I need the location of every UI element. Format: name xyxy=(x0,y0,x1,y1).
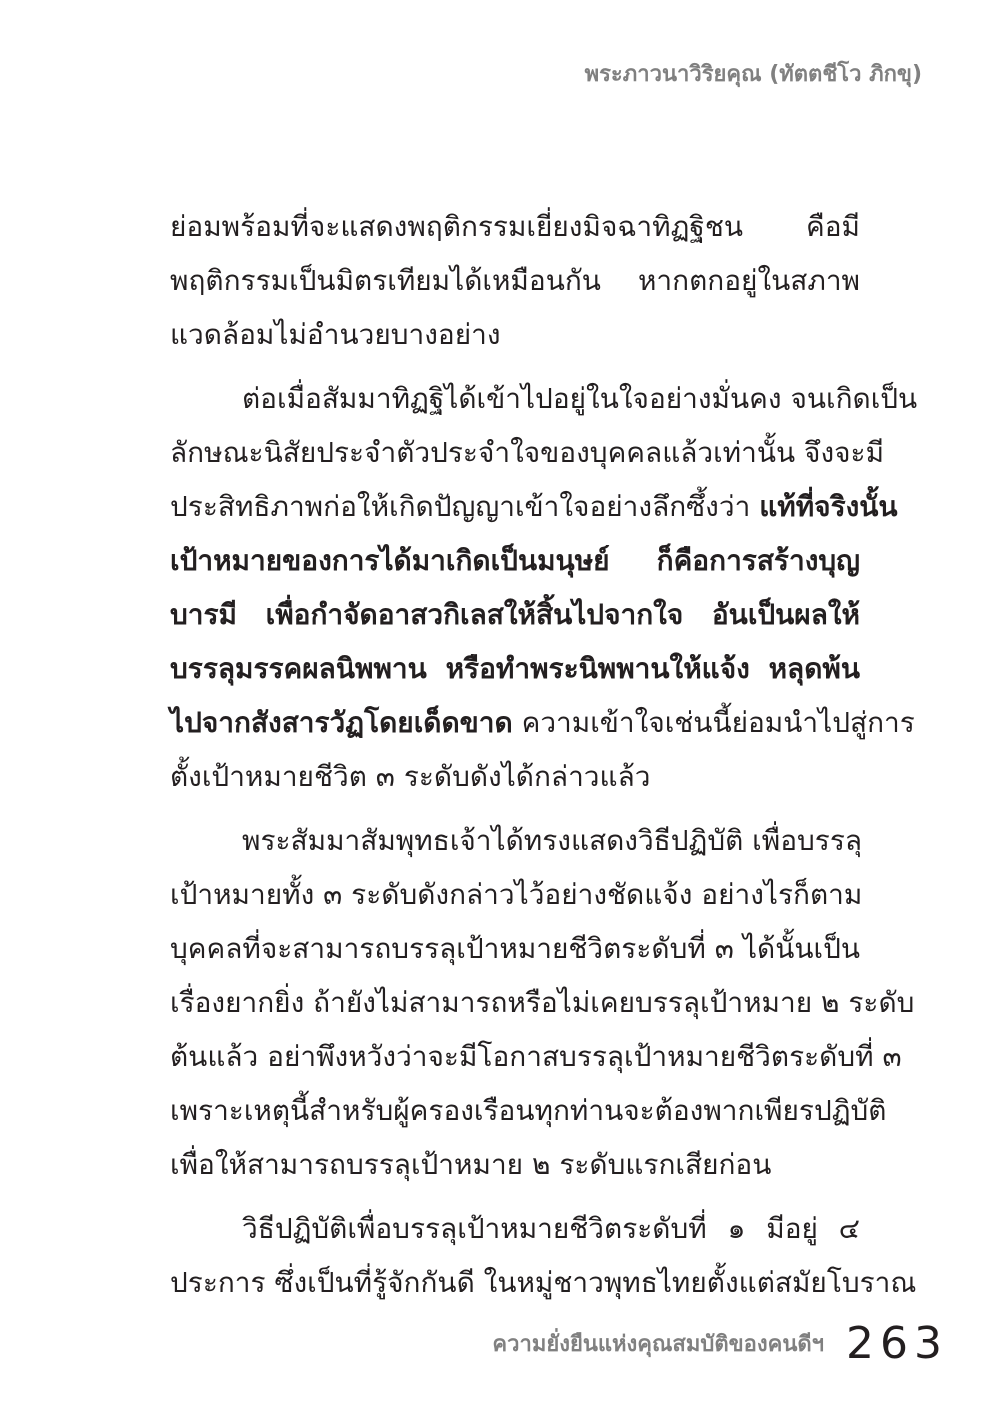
text-line: เพราะเหตุนี้สำหรับผู้ครองเรือนทุกท่านจะต้องพากเพียรปฏิบัติ xyxy=(170,1094,887,1127)
text-line: ตั้งเป้าหมายชีวิต ๓ ระดับดังได้กล่าวแล้ว xyxy=(170,760,651,793)
plain-text: ความเข้าใจเช่นนี้ย่อมนำไปสู่การ xyxy=(512,706,915,739)
text-line: พระสัมมาสัมพุทธเจ้าได้ทรงแสดงวิธีปฏิบัติ เพื่อบรรลุ xyxy=(242,824,863,857)
text-line: เป้าหมายทั้ง ๓ ระดับดังกล่าวไว้อย่างชัดแจ้ง อย่างไรก็ตาม xyxy=(170,878,863,911)
bold-text: ไปจากสังสารวัฏโดยเด็ดขาด xyxy=(170,706,513,739)
paragraph-2 xyxy=(170,372,918,804)
text-line: วิธีปฏิบัติเพื่อบรรลุเป้าหมายชีวิตระดับที่ ๑ มีอยู่ ๔ xyxy=(242,1212,860,1245)
paragraph-1 xyxy=(170,200,860,362)
text-line: เพื่อให้สามารถบรรลุเป้าหมาย ๒ ระดับแรกเสียก่อน xyxy=(170,1148,772,1181)
text-line: ต้นแล้ว อย่าพึงหวังว่าจะมีโอกาสบรรลุเป้าหมายชีวิตระดับที่ ๓ xyxy=(170,1040,902,1073)
text-line xyxy=(170,696,915,750)
page-footer xyxy=(492,1318,948,1369)
page-number: 263 xyxy=(846,1318,948,1369)
text-line: ย่อมพร้อมที่จะแสดงพฤติกรรมเยี่ยงมิจฉาทิฏฐิชน คือมี xyxy=(170,210,860,243)
text-line: พฤติกรรมเป็นมิตรเทียมได้เหมือนกัน หากตกอยู่ในสภาพ xyxy=(170,264,860,297)
text-line: เรื่องยากยิ่ง ถ้ายังไม่สามารถหรือไม่เคยบรรลุเป้าหมาย ๒ ระดับ xyxy=(170,986,915,1019)
text-line xyxy=(170,480,898,534)
paragraph-3 xyxy=(170,814,915,1192)
text-line xyxy=(170,534,860,588)
body-text xyxy=(170,200,918,1310)
text-line: แวดล้อมไม่อำนวยบางอย่าง xyxy=(170,318,501,351)
text-line: ลักษณะนิสัยประจำตัวประจำใจของบุคคลแล้วเท่านั้น จึงจะมี xyxy=(170,436,885,469)
text-line: ประการ ซึ่งเป็นที่รู้จักกันดี ในหมู่ชาวพุทธไทยตั้งแต่สมัยโบราณ xyxy=(170,1266,917,1299)
plain-text: ประสิทธิภาพก่อให้เกิดปัญญาเข้าใจอย่างลึกซึ้งว่า xyxy=(170,490,760,523)
bold-text: บารมี เพื่อกำจัดอาสวกิเลสให้สิ้นไปจากใจ อันเป็นผลให้ xyxy=(170,598,860,631)
bold-text: บรรลุมรรคผลนิพพาน หรือทำพระนิพพานให้แจ้ง หลุดพ้น xyxy=(170,652,860,685)
paragraph-4 xyxy=(170,1202,917,1310)
text-line: ต่อเมื่อสัมมาทิฏฐิได้เข้าไปอยู่ในใจอย่างมั่นคง จนเกิดเป็น xyxy=(242,382,918,415)
bold-text: แท้ที่จริงนั้น xyxy=(759,490,898,523)
text-line xyxy=(170,588,860,642)
text-line: บุคคลที่จะสามารถบรรลุเป้าหมายชีวิตระดับที่ ๓ ได้นั้นเป็น xyxy=(170,932,860,965)
running-header: พระภาวนาวิริยคุณ (ทัตตชีโว ภิกขุ) xyxy=(584,62,922,87)
text-line xyxy=(170,642,860,696)
book-title: ความยั่งยืนแห่งคุณสมบัติของคนดีฯ xyxy=(492,1332,825,1357)
bold-text: เป้าหมายของการได้มาเกิดเป็นมนุษย์ ก็คือการสร้างบุญ xyxy=(170,544,860,577)
